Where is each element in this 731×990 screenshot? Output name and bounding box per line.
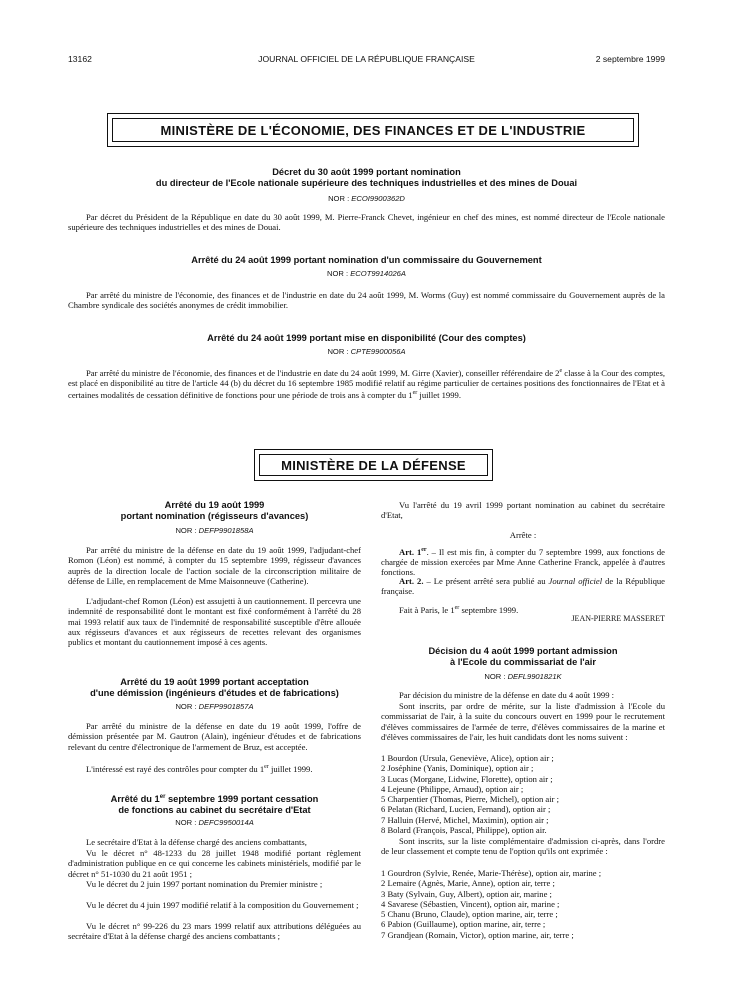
cessation-p4: Vu le décret du 4 juin 1997 modifié relatif à la composition du Gouvernement ; xyxy=(86,900,359,910)
nor-label: NOR : xyxy=(327,269,351,278)
running-header xyxy=(68,54,665,68)
decision-p3: Sont inscrits, sur la liste complémentaire d'admission ci-après, dans l'ordre de leur classement et compte tenu de l'option qu'ils ont exprimée : xyxy=(381,836,665,857)
list-item: 4 Lejeune (Philippe, Arnaud), option air ; xyxy=(381,783,524,794)
list-item: 8 Bolard (François, Pascal, Philippe), option air. xyxy=(381,825,547,836)
decision-title xyxy=(381,646,665,668)
arrete-regisseurs-p2: L'adjudant-chef Romon (Léon) est assujetti à un cautionnement. Il percevra une indemnité de responsabilité dont le montant est fixé conformément à l'arrêté du 28 mai 1993 relatif aux taux de l'indemnité de responsabilité susceptible d'être allouée aux régisseurs d'avances et aux régisseurs de recettes relevant des organismes publics et montant du cautionnement imposé à ces agents. xyxy=(68,596,361,648)
cessation-p5: Vu le décret n° 99-226 du 23 mars 1999 relatif aux attributions déléguées au secrétaire d'Etat à la défense chargé des anciens combattants ; xyxy=(68,921,361,942)
admission-list xyxy=(381,753,665,835)
list-item: 7 Grandjean (Romain, Victor), option marine, air, terre ; xyxy=(381,929,574,940)
decree-nor xyxy=(68,194,665,203)
ministry-header-defense xyxy=(254,449,493,481)
signature: JEAN-PIERRE MASSERET xyxy=(571,614,665,623)
list-item: 7 Halluin (Hervé, Michel, Maximin), option air ; xyxy=(381,814,549,825)
title-line2: portant nomination (régisseurs d'avances) xyxy=(120,511,309,521)
list-item: 3 Baty (Sylvain, Guy, Albert), option air, marine ; xyxy=(381,888,552,899)
decree-title-line2: du directeur de l'Ecole nationale supérieure des techniques industrielles et des mines de Douai xyxy=(155,178,578,188)
title-line2: d'une démission (ingénieurs d'études et de fabrications) xyxy=(90,688,339,698)
decision-nor: NOR : DEFL9901821K xyxy=(484,672,562,681)
nor-code: ECOT9914026A xyxy=(350,269,406,278)
ministry-title: MINISTÈRE DE LA DÉFENSE xyxy=(281,457,466,473)
list-item: 2 Lemaire (Agnès, Marie, Anne), option air, terre ; xyxy=(381,878,555,889)
fait-a-paris: Fait à Paris, le 1er septembre 1999. xyxy=(399,604,519,615)
decree-title-line1: Décret du 30 août 1999 portant nomination xyxy=(272,167,461,177)
arrete-girre-nor xyxy=(68,347,665,356)
arrete-worms-title: Arrêté du 24 août 1999 portant nomination d'un commissaire du Gouvernement xyxy=(191,255,542,265)
issue-date: 2 septembre 1999 xyxy=(595,54,665,64)
decision-p2: Sont inscrits, par ordre de mérite, sur la liste d'admission à l'Ecole du commissariat de l'air, à la suite du concours ouvert en 1999 pour le recrutement d'élèves commissaires de l'armée de terre, d'élèves commissaires de la marine et d'élèves commissaires de l'air, les huit candidats dont les noms suivent : xyxy=(381,701,665,742)
title-line1: Arrêté du 1er septembre 1999 portant cessation xyxy=(110,794,319,805)
arrete-worms-body: Par arrêté du ministre de l'économie, des finances et de l'industrie en date du 24 août 1999, M. Worms (Guy) est nommé commissaire du Gouvernement auprès de la Chambre syndicale des sociétés anonymes de crédit immobilier. xyxy=(68,290,665,311)
list-item: 5 Chanu (Bruno, Claude), option marine, air, terre ; xyxy=(381,909,558,920)
page-number: 13162 xyxy=(68,54,92,64)
arrete-girre-title: Arrêté du 24 août 1999 portant mise en disponibilité (Cour des comptes) xyxy=(207,333,526,343)
arrete-girre-body: Par arrêté du ministre de l'économie, des finances et de l'industrie en date du 24 août 1999, M. Girre (Xavier), conseiller référendaire de 2e classe à la Cour des comptes, est placé en disponibilité au titre de l'article 44 (b) du décret du 16 septembre 1985 modifié relatif au régime particulier de certaines positions des fonctionnaires de l'Etat et à certaines modalités de cessation définitive de fonctions pour une période de trois ans à compter du 1er juillet 1999. xyxy=(68,367,665,401)
list-item: 2 Joséphine (Yanis, Dominique), option air ; xyxy=(381,763,534,774)
title-line1: Arrêté du 19 août 1999 xyxy=(164,500,265,510)
arrete-demission-nor: NOR : DEFP9901857A xyxy=(175,702,254,711)
vu-arrete-avril: Vu l'arrêté du 19 avril 1999 portant nomination au cabinet du secrétaire d'Etat, xyxy=(381,500,665,521)
nor-code: ECOI9900362D xyxy=(351,194,405,203)
arrete-regisseurs-p1: Par arrêté du ministre de la défense en date du 19 août 1999, l'adjudant-chef Romon (Léon) est nommé, à compter du 15 septembre 1999, régisseur d'avances auprès de la direction locale de l'action sociale de la circonscription militaire de défense de Lille, en remplacement de Mme Maisonneuve (Catherine). xyxy=(68,545,361,586)
cessation-p1: Le secrétaire d'Etat à la défense chargé des anciens combattants, xyxy=(86,837,307,847)
decree-body: Par décret du Président de la République en date du 30 août 1999, M. Pierre-Franck Chevet, ingénieur en chef des mines, est nommé directeur de l'Ecole nationale supérieure des techniques industrielles et des mines de Douai. xyxy=(68,212,665,233)
arrete-demission-title xyxy=(68,677,361,699)
arrete-regisseurs-nor: NOR : DEFP9901858A xyxy=(175,526,254,535)
cessation-p3: Vu le décret du 2 juin 1997 portant nomination du Premier ministre ; xyxy=(86,879,323,889)
list-item: 5 Charpentier (Thomas, Pierre, Michel), option air ; xyxy=(381,794,560,805)
title-line2: de fonctions au cabinet du secrétaire d'Etat xyxy=(118,805,311,816)
arrete-regisseurs-title xyxy=(68,500,361,522)
list-item: 4 Savarese (Sébastien, Vincent), option air, marine ; xyxy=(381,898,560,909)
title-line1: Arrêté du 19 août 1999 portant acceptation xyxy=(120,677,309,687)
article-1: Art. 1er. – Il est mis fin, à compter du 7 septembre 1999, aux fonctions de chargée de mission exercées par Mme Anne Catherine Franck, appelée à d'autres fonctions. xyxy=(381,546,665,578)
arrete-cessation-title xyxy=(68,792,361,816)
arrete-demission-p2: L'intéressé est rayé des contrôles pour compter du 1er juillet 1999. xyxy=(86,763,313,774)
ministry-title: MINISTÈRE DE L'ÉCONOMIE, DES FINANCES ET DE L'INDUSTRIE xyxy=(160,122,586,138)
title-line2: à l'Ecole du commissariat de l'air xyxy=(450,657,596,667)
nor-label: NOR : xyxy=(327,347,351,356)
list-item: 6 Pelatan (Richard, Lucien, Fernand), option air ; xyxy=(381,804,551,815)
decision-p1: Par décision du ministre de la défense en date du 4 août 1999 : xyxy=(399,690,615,700)
list-item: 3 Lucas (Morgane, Lidwine, Florette), option air ; xyxy=(381,773,553,784)
nor-label: NOR : xyxy=(328,194,352,203)
complementary-list xyxy=(381,868,665,940)
list-item: 6 Pabion (Guillaume), option marine, air, terre ; xyxy=(381,919,546,930)
list-item: 1 Gourdron (Sylvie, Renée, Marie-Thérèse), option air, marine ; xyxy=(381,868,602,878)
arrete-demission-p1: Par arrêté du ministre de la défense en date du 19 août 1999, l'offre de démission présentée par M. Gautron (Alain), ingénieur d'études et de fabrications relevant du centre d'électronique de l'armement de Bruz, est acceptée. xyxy=(68,721,361,752)
title-line1: Décision du 4 août 1999 portant admission xyxy=(428,646,618,656)
decree-title xyxy=(68,167,665,189)
cessation-p2: Vu le décret n° 48-1233 du 28 juillet 1948 modifié portant règlement d'administration publique en ce qui concerne les cabinets ministériels, modifié par le décret n° 51-1030 du 21 août 1951 ; xyxy=(68,848,361,879)
list-item: 1 Bourdon (Ursula, Geneviève, Alice), option air ; xyxy=(381,753,554,763)
ministry-header-economie xyxy=(107,113,639,147)
article-2: Art. 2. – Le présent arrêté sera publié au Journal officiel de la République française. xyxy=(381,576,665,597)
arrete-word: Arrête : xyxy=(509,530,537,540)
arrete-cessation-nor: NOR : DEFC9950014A xyxy=(175,818,254,827)
nor-code: CPTE9900056A xyxy=(350,347,406,356)
journal-title: JOURNAL OFFICIEL DE LA RÉPUBLIQUE FRANÇAISE xyxy=(258,54,475,64)
arrete-worms-nor xyxy=(68,269,665,278)
